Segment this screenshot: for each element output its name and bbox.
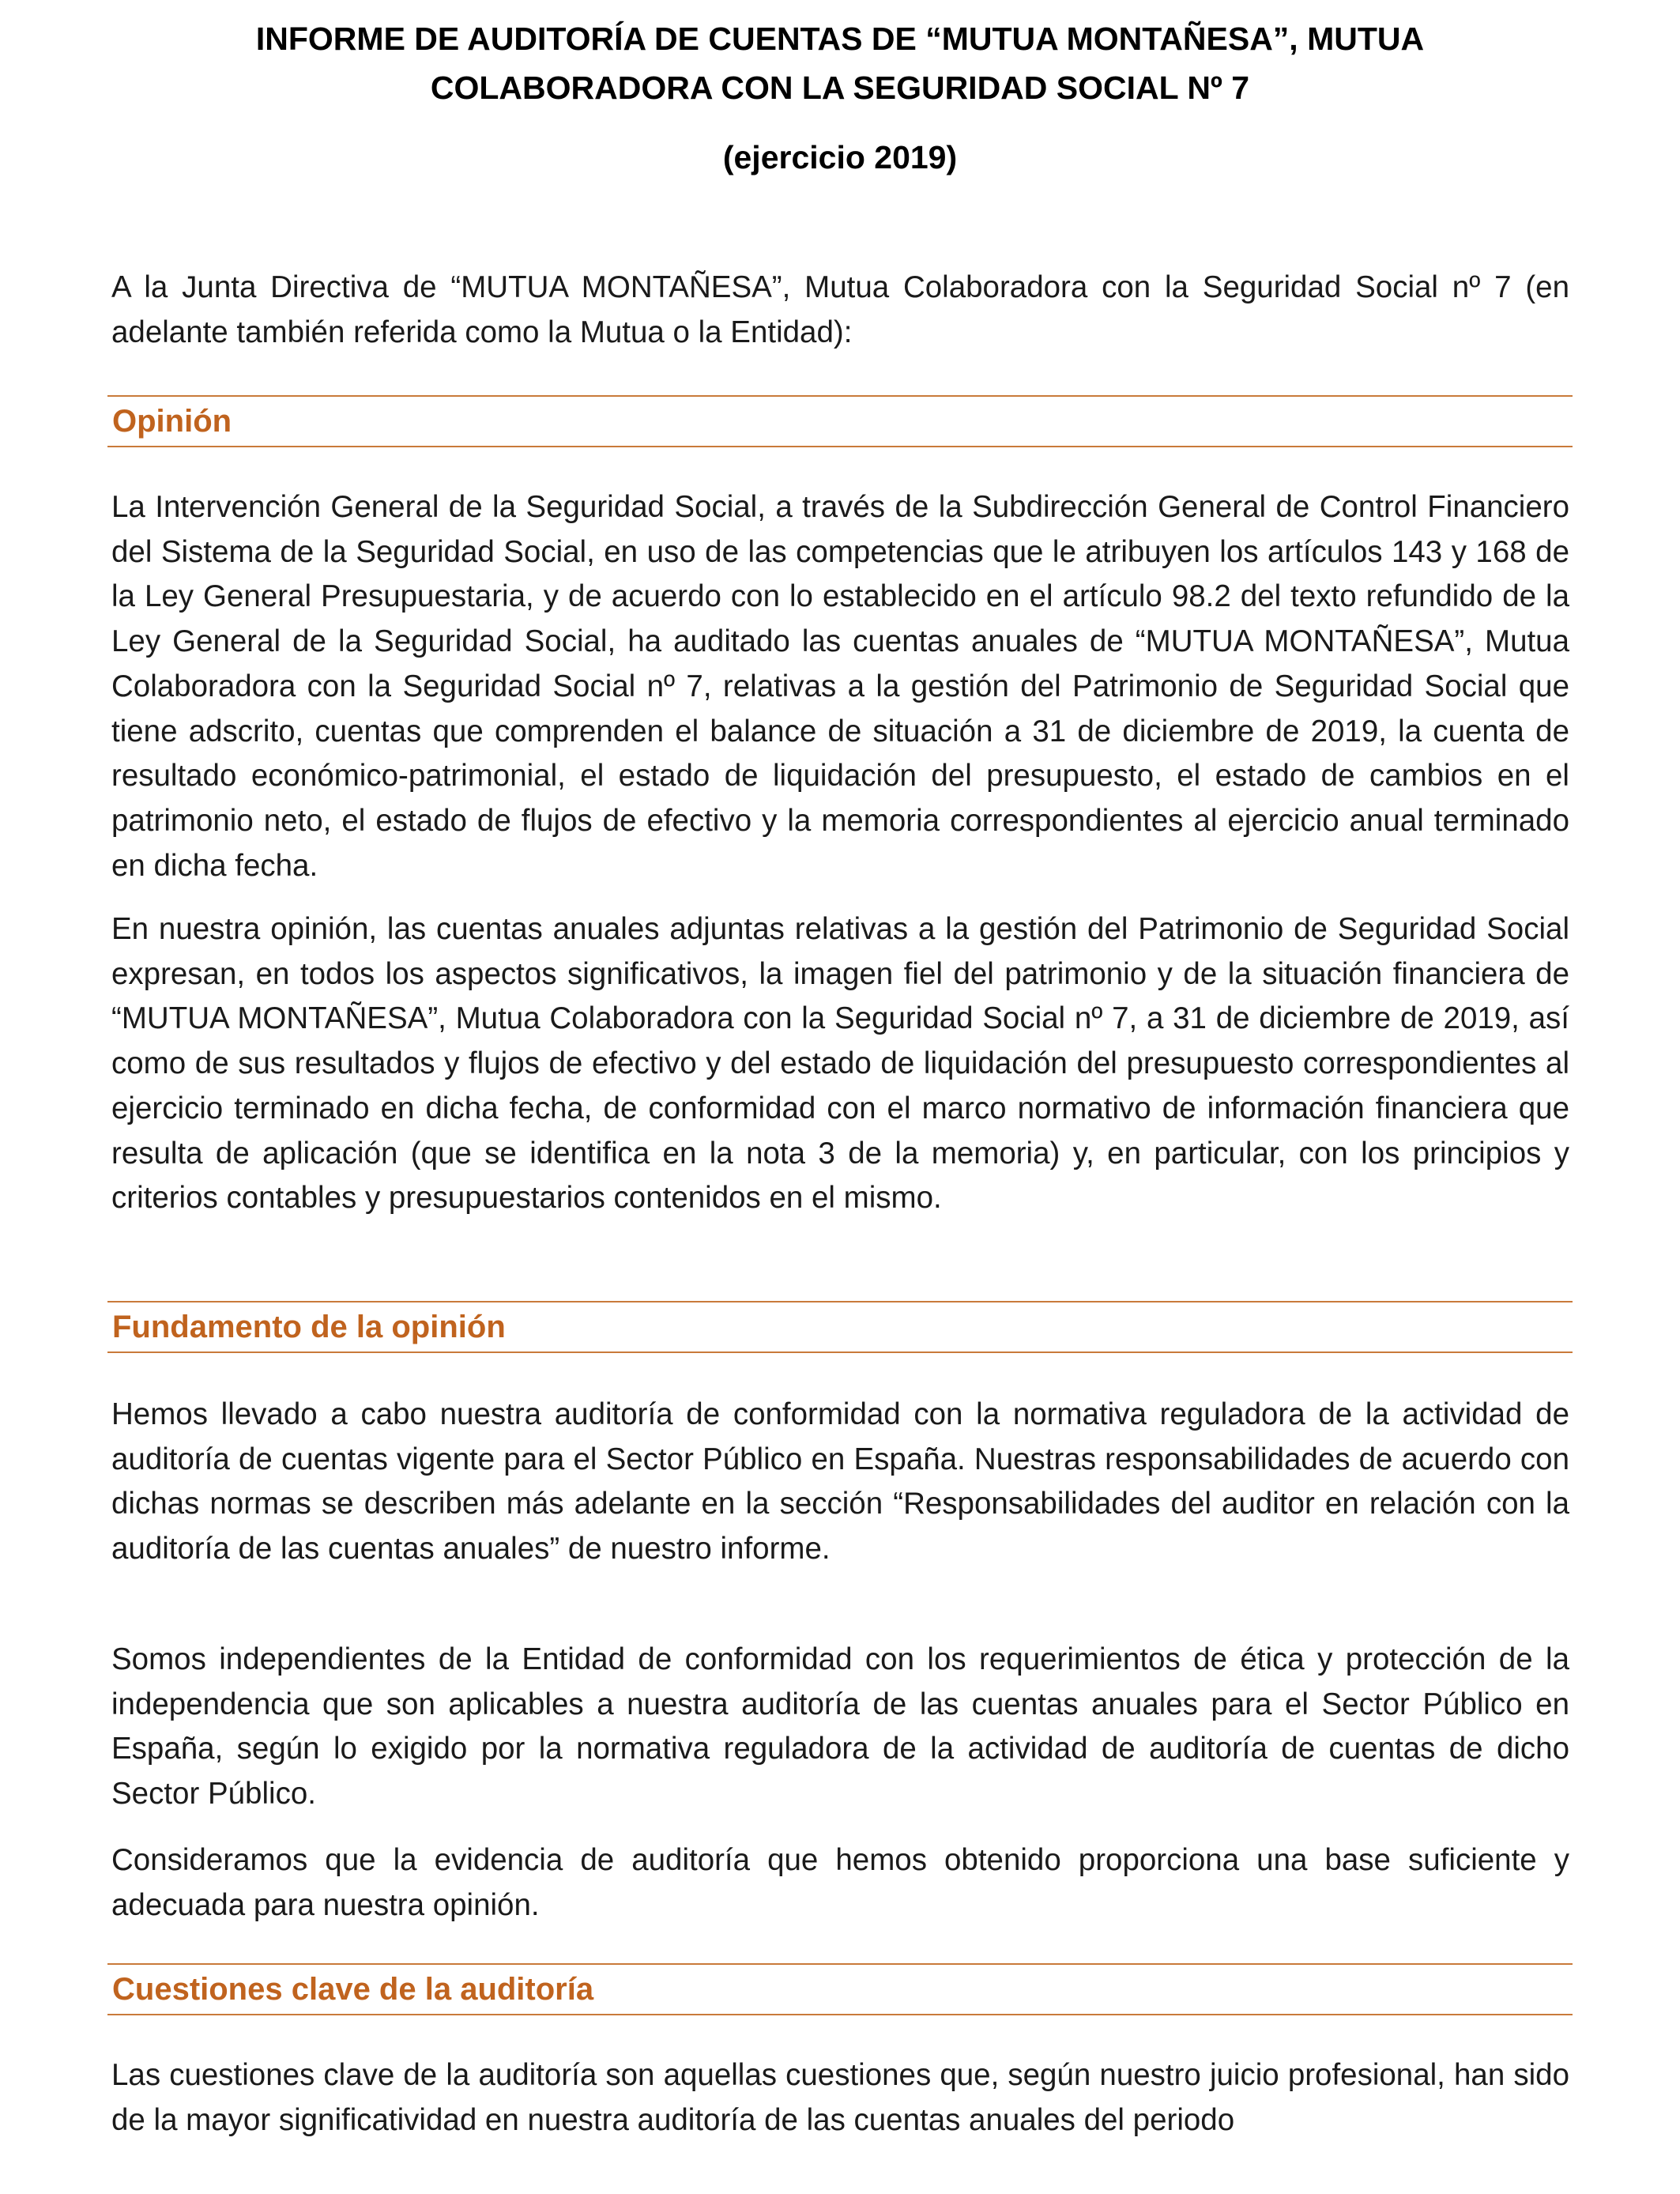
cuestiones-paragraph-1: Las cuestiones clave de la auditoría son aquellas cuestiones que, según nuestro juicio profesional, han sido de la mayor significatividad en nuestra auditoría de las cuentas anuales del periodo	[111, 2058, 1569, 2137]
opinion-paragraph-1: La Intervención General de la Seguridad Social, a través de la Subdirección General de Control Financiero del Sistema de la Seguridad Social, en uso de las competencias que le atribuyen los artículos 143 y 168 de la Ley General Presupuestaria, y de acuerdo con lo establecido en el artículo 98.2 del texto refundido de la Ley General de la Seguridad Social, ha auditado las cuentas anuales de “MUTUA MONTAÑESA”, Mutua Colaboradora con la Seguridad Social nº 7, relativas a la gestión del Patrimonio de Seguridad Social que tiene adscrito, cuentas que comprenden el balance de situación a 31 de diciembre de 2019, la cuenta de resultado económico-patrimonial, el estado de liquidación del presupuesto, el estado de cambios en el patrimonio neto, el estado de flujos de efectivo y la memoria correspondientes al ejercicio anual terminado en dicha fecha.	[111, 490, 1569, 883]
fundamento-paragraph-3: Consideramos que la evidencia de auditoría que hemos obtenido proporciona una base suficiente y adecuada para nuestra opinión.	[111, 1843, 1569, 1922]
report-fiscal-year: (ejercicio 2019)	[722, 139, 958, 175]
section-heading-opinion	[107, 395, 1573, 447]
section-title-fundamento: Fundamento de la opinión	[112, 1310, 506, 1344]
fundamento-paragraph-2: Somos independientes de la Entidad de conformidad con los requerimientos de ética y protección de la independencia que son aplicables a nuestra auditoría de las cuentas anuales para el Sector Público en España, según lo exigido por la normativa reguladora de la actividad de auditoría de cuentas de dicho Sector Público.	[111, 1642, 1569, 1811]
section-title-cuestiones: Cuestiones clave de la auditoría	[112, 1972, 594, 2007]
opinion-paragraph-2: En nuestra opinión, las cuentas anuales adjuntas relativas a la gestión del Patrimonio de Seguridad Social expresan, en todos los aspectos significativos, la imagen fiel del patrimonio y de la situación financiera de “MUTUA MONTAÑESA”, Mutua Colaboradora con la Seguridad Social nº 7, a 31 de diciembre de 2019, así como de sus resultados y flujos de efectivo y del estado de liquidación del presupuesto correspondientes al ejercicio terminado en dicha fecha, de conformidad con el marco normativo de información financiera que resulta de aplicación (que se identifica en la nota 3 de la memoria) y, en particular, con los principios y criterios contables y presupuestarios contenidos en el mismo.	[111, 912, 1569, 1216]
addressee-paragraph: A la Junta Directiva de “MUTUA MONTAÑESA”, Mutua Colaboradora con la Seguridad Social nº 7 (en adelante también referida como la Mutua o la Entidad):	[111, 270, 1569, 349]
section-title-opinion: Opinión	[112, 404, 232, 439]
report-title-line-2: COLABORADORA CON LA SEGURIDAD SOCIAL Nº 7	[430, 70, 1250, 106]
section-heading-fundamento	[107, 1301, 1573, 1353]
report-title-line-1: INFORME DE AUDITORÍA DE CUENTAS DE “MUTUA MONTAÑESA”, MUTUA	[255, 21, 1425, 57]
fundamento-paragraph-1: Hemos llevado a cabo nuestra auditoría de conformidad con la normativa reguladora de la actividad de auditoría de cuentas vigente para el Sector Público en España. Nuestras responsabilidades de acuerdo con dichas normas se describen más adelante en la sección “Responsabilidades del auditor en relación con la auditoría de las cuentas anuales” de nuestro informe.	[111, 1397, 1569, 1566]
section-heading-cuestiones	[107, 1963, 1573, 2015]
